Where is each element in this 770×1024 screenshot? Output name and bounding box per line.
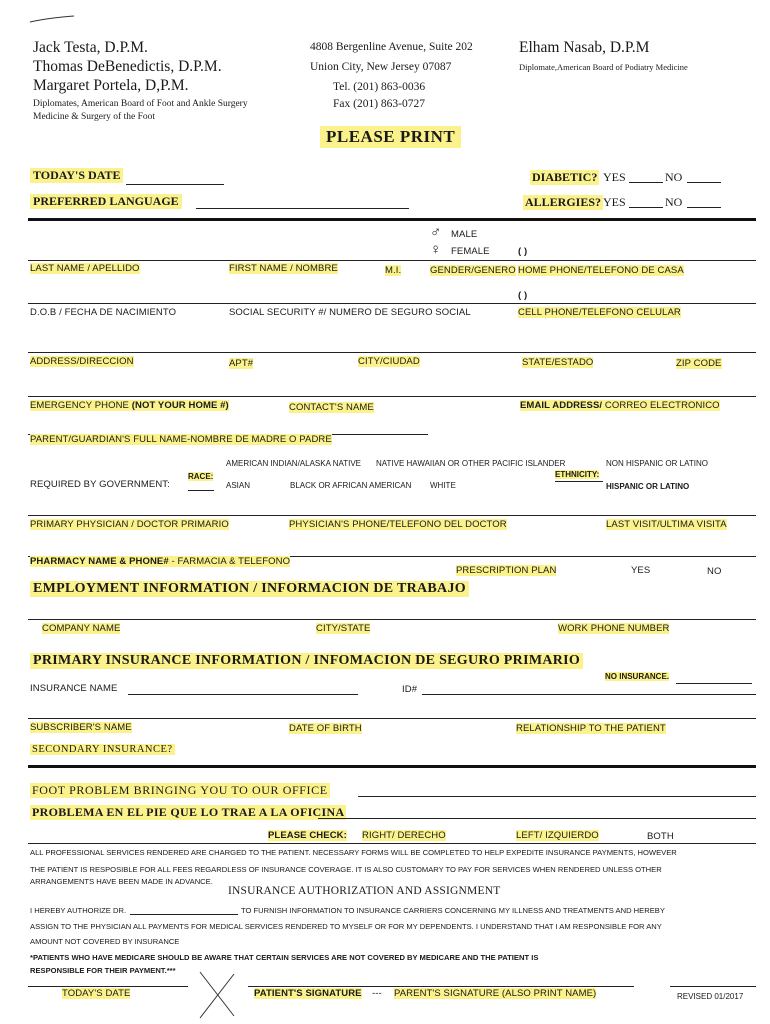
rx-plan-yes[interactable]: YES — [631, 565, 651, 576]
signature-separator: --- — [372, 988, 382, 999]
primary-physician-label: PRIMARY PHYSICIAN / DOCTOR PRIMARIO — [30, 519, 229, 530]
todays-date-label: TODAY'S DATE — [30, 168, 123, 183]
insurance-name-label: INSURANCE NAME — [30, 683, 118, 694]
legal-paragraph-2: THE PATIENT IS RESPOSIBLE FOR ALL FEES REGARDLESS OF INSURANCE COVERAGE. IT IS ALSO CUSTOMARY TO PAY FOR SERVICES WHEN RENDERED UNLESS OTHER — [30, 865, 662, 874]
doctor-board: Diplomate,American Board of Podiatry Medicine — [519, 62, 688, 72]
apt-label: APT# — [229, 358, 254, 369]
gender-label: GENDER/GENERO — [430, 265, 516, 276]
insurance-divider — [28, 765, 756, 768]
no-insurance-line[interactable] — [676, 683, 752, 684]
please-print-heading: PLEASE PRINT — [320, 126, 461, 148]
physician-phone-label: PHYSICIAN'S PHONE/TELEFONO DEL DOCTOR — [289, 519, 507, 530]
doctor-name-4: Elham Nasab, D.P.M — [519, 39, 650, 56]
amount-not-covered-text: AMOUNT NOT COVERED BY INSURANCE — [30, 937, 180, 946]
last-visit-label: LAST VISIT/ULTIMA VISITA — [606, 519, 727, 530]
ethnicity-line[interactable] — [555, 481, 603, 482]
preferred-language-line[interactable] — [196, 208, 409, 209]
left-foot-option[interactable]: LEFT/ IZQUIERDO — [516, 830, 599, 841]
contact-name-label: CONTACT'S NAME — [289, 402, 374, 413]
dob-label: D.O.B / FECHA DE NACIMIENTO — [30, 307, 177, 318]
signature-x-mark — [196, 968, 238, 1020]
home-phone-area-code[interactable]: ( ) — [518, 246, 528, 257]
race-american-indian[interactable]: AMERICAN INDIAN/ALASKA NATIVE — [226, 459, 361, 468]
no-insurance-label: NO INSURANCE. — [605, 672, 670, 681]
allergies-label: ALLERGIES? — [525, 195, 602, 209]
insurance-heading: PRIMARY INSURANCE INFORMATION / INFOMACION DE SEGURO PRIMARIO — [30, 653, 583, 669]
medicare-notice-2: RESPONSIBLE FOR THEIR PAYMENT.*** — [30, 966, 176, 975]
please-check-label: PLEASE CHECK: — [268, 830, 347, 841]
secondary-insurance-label: SECONDARY INSURANCE? — [32, 744, 173, 755]
rx-plan-no[interactable]: NO — [707, 566, 722, 577]
section-divider — [28, 218, 756, 221]
relationship-label: RELATIONSHIP TO THE PATIENT — [516, 723, 666, 734]
subscriber-name-label: SUBSCRIBER'S NAME — [30, 722, 132, 733]
office-address-2: Union City, New Jersey 07087 — [310, 61, 452, 73]
emergency-phone-note: (NOT YOUR HOME #) — [131, 400, 229, 411]
diabetic-yes-line[interactable] — [629, 182, 663, 183]
date-signature-line[interactable] — [28, 986, 188, 987]
insurance-id-label: ID# — [402, 684, 418, 695]
allergies-no[interactable]: NO — [665, 195, 683, 209]
company-name-label: COMPANY NAME — [42, 623, 121, 634]
legal-paragraph-3: ARRANGEMENTS HAVE BEEN MADE IN ADVANCE. — [30, 877, 213, 886]
cell-phone-label: CELL PHONE/TELEFONO CELULAR — [518, 307, 681, 318]
todays-date-line[interactable] — [126, 184, 224, 185]
zip-label: ZIP CODE — [676, 358, 722, 369]
row3-line — [28, 352, 756, 353]
row2-line — [28, 303, 756, 304]
pharmacy-label — [30, 556, 290, 567]
emergency-phone-text: EMERGENCY PHONE — [30, 400, 132, 411]
footer-date-label: TODAY'S DATE — [62, 988, 131, 999]
email-text-es: CORREO ELECTRONICO — [602, 400, 720, 411]
pharmacy-text: PHARMACY NAME & PHONE# — [30, 556, 169, 567]
diabetic-no-line[interactable] — [687, 182, 721, 183]
patient-signature-label: PATIENT'S SIGNATURE — [254, 988, 362, 999]
work-phone-label: WORK PHONE NUMBER — [558, 623, 670, 634]
race-black[interactable]: BLACK OR AFRICAN AMERICAN — [290, 481, 412, 490]
assign-text: ASSIGN TO THE PHYSICIAN ALL PAYMENTS FOR MEDICAL SERVICES RENDERED TO MYSELF OR FOR MY DEPENDENTS. I UNDERSTAND THAT I AM RESPONSIBLE FOR ANY — [30, 922, 662, 931]
pen-mark — [28, 12, 78, 26]
address-label: ADDRESS/DIRECCION — [30, 356, 134, 367]
foot-problem-line-es[interactable] — [318, 818, 756, 819]
male-symbol-icon: ♂ — [430, 224, 442, 241]
revised-line — [670, 986, 756, 987]
doctor-name-1: Jack Testa, D.P.M. — [33, 39, 148, 56]
ethnicity-hispanic[interactable]: HISPANIC OR LATINO — [606, 482, 690, 491]
physician-line — [28, 515, 756, 516]
last-name-label: LAST NAME / APELLIDO — [30, 263, 140, 274]
ethnicity-non-hispanic[interactable]: NON HISPANIC OR LATINO — [606, 459, 708, 468]
race-white[interactable]: WHITE — [430, 481, 456, 490]
ssn-label: SOCIAL SECURITY #/ NUMERO DE SEGURO SOCIAL — [229, 307, 471, 318]
foot-check-line — [28, 843, 756, 844]
diabetic-no[interactable]: NO — [665, 170, 683, 184]
authorize-dr-line[interactable] — [130, 914, 238, 915]
authorize-dr-text: I HEREBY AUTHORIZE DR. — [30, 906, 127, 915]
foot-problem-line[interactable] — [358, 796, 756, 797]
female-symbol-icon: ♀ — [430, 241, 442, 258]
race-hawaiian[interactable]: NATIVE HAWAIIAN OR OTHER PACIFIC ISLANDER — [376, 459, 566, 468]
foot-problem-heading-es: PROBLEMA EN EL PIE QUE LO TRAE A LA OFICINA — [32, 805, 345, 819]
foot-problem-heading: FOOT PROBLEM BRINGING YOU TO OUR OFFICE — [32, 783, 328, 797]
employment-line — [28, 619, 756, 620]
insurance-name-line[interactable] — [128, 694, 358, 695]
diplomates-text: Diplomates, American Board of Foot and Ankle Surgery — [33, 99, 248, 109]
race-label: RACE: — [188, 472, 214, 481]
diabetic-yes[interactable]: YES — [603, 170, 626, 184]
authorize-text: TO FURNISH INFORMATION TO INSURANCE CARRIERS CONCERNING MY ILLNESS AND TREATMENTS AND HEREBY — [241, 906, 665, 915]
subscriber-dob-label: DATE OF BIRTH — [289, 723, 362, 734]
mi-label: M.I. — [385, 265, 402, 276]
revised-date: REVISED 01/2017 — [677, 992, 744, 1001]
first-name-label: FIRST NAME / NOMBRE — [229, 263, 338, 274]
prescription-plan-label: PRESCRIPTION PLAN — [456, 565, 557, 576]
required-by-government: REQUIRED BY GOVERNMENT: — [30, 479, 170, 490]
male-option[interactable]: MALE — [451, 229, 478, 240]
race-asian[interactable]: ASIAN — [226, 481, 251, 490]
city-state-label: CITY/STATE — [316, 623, 371, 634]
doctor-name-2: Thomas DeBenedictis, D.P.M. — [33, 58, 222, 75]
ethnicity-label: ETHNICITY: — [555, 470, 600, 479]
row4-line — [28, 396, 756, 397]
patient-signature-line[interactable] — [248, 986, 634, 987]
preferred-language-label: PREFERRED LANGUAGE — [30, 194, 182, 209]
parent-guardian-label: PARENT/GUARDIAN'S FULL NAME-NOMBRE DE MADRE O PADRE — [30, 434, 332, 445]
email-label — [520, 400, 720, 411]
both-feet-option[interactable]: BOTH — [647, 831, 674, 842]
office-address-1: 4808 Bergenline Avenue, Suite 202 — [310, 41, 473, 53]
insurance-id-line[interactable] — [422, 694, 756, 695]
authorization-heading: INSURANCE AUTHORIZATION AND ASSIGNMENT — [228, 885, 501, 897]
allergies-yes-line[interactable] — [629, 207, 663, 208]
right-foot-option[interactable]: RIGHT/ DERECHO — [362, 830, 446, 841]
pharmacy-text-es: - FARMACIA & TELEFONO — [168, 556, 291, 567]
office-tel: Tel. (201) 863-0036 — [333, 81, 426, 93]
cell-phone-area-code[interactable]: ( ) — [518, 290, 528, 301]
diabetic-label: DIABETIC? — [532, 170, 598, 184]
office-fax: Fax (201) 863-0727 — [333, 98, 425, 110]
specialty-text: Medicine & Surgery of the Foot — [33, 112, 155, 122]
city-label: CITY/CIUDAD — [358, 356, 420, 367]
row1-line — [28, 260, 756, 261]
race-line[interactable] — [188, 490, 214, 491]
medicare-notice-1: *PATIENTS WHO HAVE MEDICARE SHOULD BE AWARE THAT CERTAIN SERVICES ARE NOT COVERED BY MEDICARE AND THE PATIENT IS — [30, 953, 539, 962]
emergency-phone-label — [30, 400, 229, 411]
state-label: STATE/ESTADO — [522, 357, 594, 368]
legal-paragraph-1: ALL PROFESSIONAL SERVICES RENDERED ARE CHARGED TO THE PATIENT. NECESSARY FORMS WILL BE COMPLETED TO HELP EXPEDITE INSURANCE PAYMENTS, HOWEVER — [30, 848, 677, 857]
female-option[interactable]: FEMALE — [451, 246, 490, 257]
employment-heading: EMPLOYMENT INFORMATION / INFORMACION DE TRABAJO — [30, 581, 469, 597]
allergies-no-line[interactable] — [687, 207, 721, 208]
subscriber-line — [28, 718, 756, 719]
home-phone-label: HOME PHONE/TELEFONO DE CASA — [518, 265, 684, 276]
email-text: EMAIL ADDRESS/ — [520, 400, 603, 411]
allergies-yes[interactable]: YES — [603, 195, 626, 209]
parent-signature-label: PARENT'S SIGNATURE (ALSO PRINT NAME) — [394, 988, 597, 999]
doctor-name-3: Margaret Portela, D,P.M. — [33, 77, 189, 94]
